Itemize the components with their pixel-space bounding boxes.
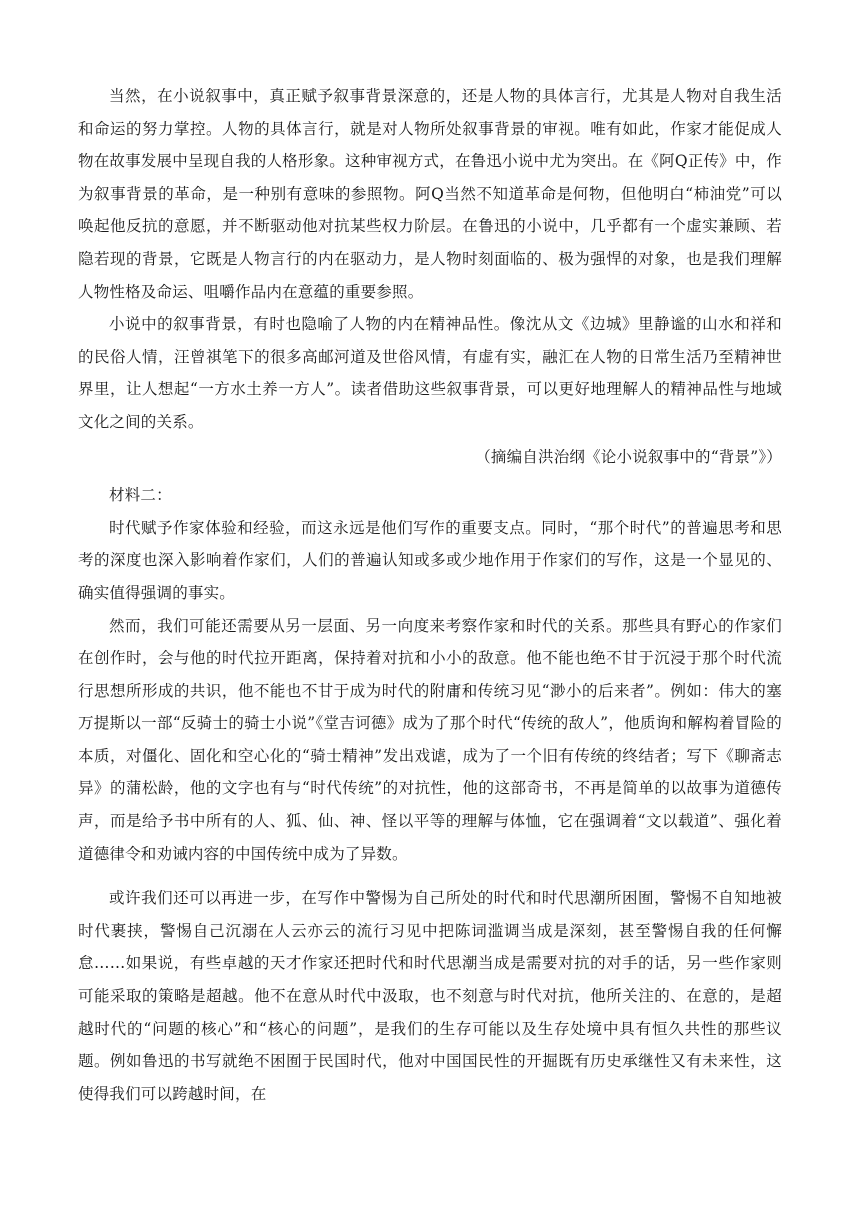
material-two-paragraph-2: 然而，我们可能还需要从另一层面、另一向度来考察作家和时代的关系。那些具有野心的作家们在创作时，会与他的时代拉开距离，保持着对抗和小小的敌意。他不能也绝不甘于沉浸于那个时代流行思想所形成的共识，他不能也不甘于成为时代的附庸和传统习见“渺小的后来者”。例如：伟大的塞万提斯以一部“反骑士的骑士小说”《堂吉诃德》成为了那个时代“传统的敌人”，他质询和解构着冒险的本质，对僵化、固化和空心化的“骑士精神”发出戏谑，成为了一个旧有传统的终结者；写下《聊斋志异》的蒲松龄，他的文字也有与“时代传统”的对抗性，他的这部奇书，不再是简单的以故事为道德传声，而是给予书中所有的人、狐、仙、神、怪以平等的理解与体恤，它在强调着“文以载道”、强化着道德律令和劝诫内容的中国传统中成为了异数。	[78, 616, 782, 863]
paragraph-1: 当然，在小说叙事中，真正赋予叙事背景深意的，还是人物的具体言行，尤其是人物对自我生活和命运的努力掌控。人物的具体言行，就是对人物所处叙事背景的审视。唯有如此，作家才能促成人物在故事发展中呈现自我的人格形象。这种审视方式，在鲁迅小说中尤为突出。在《阿Q正传》中，作为叙事背景的革命，是一种别有意味的参照物。阿Q当然不知道革命是何物，但他明白“柿油党”可以唤起他反抗的意愿，并不断驱动他对抗某些权力阶层。在鲁迅的小说中，几乎都有一个虚实兼顾、若隐若现的背景，它既是人物言行的内在驱动力，是人物时刻面临的、极为强悍的对象，也是我们理解人物性格及命运、咀嚼作品内在意蕴的重要参照。	[78, 87, 782, 301]
source-citation: （摘编自洪治纲《论小说叙事中的“背景”》）	[475, 447, 782, 466]
material-two-heading: 材料二：	[109, 486, 172, 505]
material-two-paragraph-1: 时代赋予作家体验和经验，而这永远是他们写作的重要支点。同时，“那个时代”的普遍思考和思考的深度也深入影响着作家们，人们的普遍认知或多或少地作用于作家们的写作，这是一个显见的、确实值得强调的事实。	[78, 518, 782, 602]
material-two-paragraph-3: 或许我们还可以再进一步，在写作中警惕为自己所处的时代和时代思潮所困囿，警惕不自知地被时代裹挟，警惕自己沉溺在人云亦云的流行习见中把陈词滥调当成是深刻，甚至警惕自我的任何懈怠……如果说，有些卓越的天才作家还把时代和时代思潮当成是需要对抗的对手的话，另一些作家则可能采取的策略是超越。他不在意从时代中汲取，也不刻意与时代对抗，他所关注的、在意的，是超越时代的“问题的核心”和“核心的问题”，是我们的生存可能以及生存处境中具有恒久共性的那些议题。例如鲁迅的书写就绝不困囿于民国时代，他对中国国民性的开掘既有历史承继性又有未来性，这使得我们可以跨越时间，在	[78, 889, 782, 1103]
paragraph-2: 小说中的叙事背景，有时也隐喻了人物的内在精神品性。像沈从文《边城》里静谧的山水和祥和的民俗人情，汪曾祺笔下的很多高邮河道及世俗风情，有虚有实，融汇在人物的日常生活乃至精神世界里，让人想起“一方水土养一方人”。读者借助这些叙事背景，可以更好地理解人的精神品性与地域文化之间的关系。	[78, 315, 782, 431]
document-body	[78, 80, 782, 1110]
